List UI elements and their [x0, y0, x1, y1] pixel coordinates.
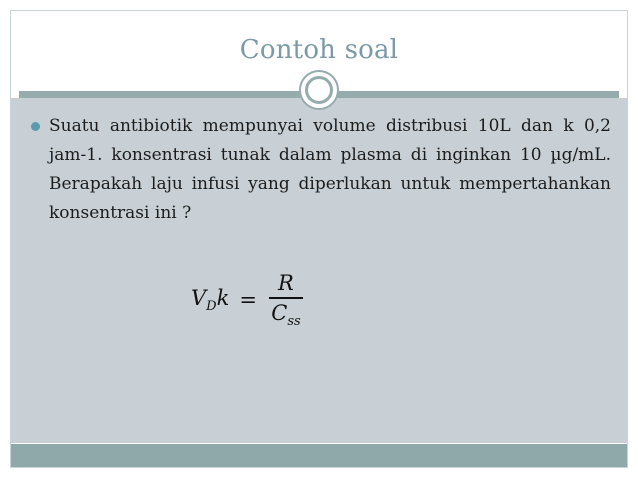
formula-fraction	[269, 271, 303, 329]
footer-band	[11, 444, 627, 467]
bullet-text: Suatu antibiotik mempunyai volume distribusi 10L dan k 0,2 jam-1. konsentrasi tunak dalam plasma di inginkan 10 µg/mL. Berapakah laju infusi yang diperlukan untuk mempertahankan konsentrasi ini ?	[49, 116, 611, 223]
formula-denominator	[271, 299, 300, 329]
formula-lhs	[191, 286, 229, 314]
slide	[10, 10, 628, 468]
formula-equals: =	[239, 287, 257, 312]
formula-numerator: R	[278, 271, 294, 295]
circle-ornament-icon	[299, 70, 339, 110]
slide-title: Contoh soal	[239, 35, 399, 65]
formula-k: k	[216, 285, 230, 310]
formula	[191, 271, 303, 329]
bullet-icon	[31, 122, 40, 131]
formula-v-subscript: D	[206, 298, 217, 314]
formula-c: C	[271, 300, 288, 325]
formula-c-subscript: ss	[287, 313, 301, 329]
bullet-item	[31, 112, 611, 228]
formula-v: V	[191, 285, 207, 310]
